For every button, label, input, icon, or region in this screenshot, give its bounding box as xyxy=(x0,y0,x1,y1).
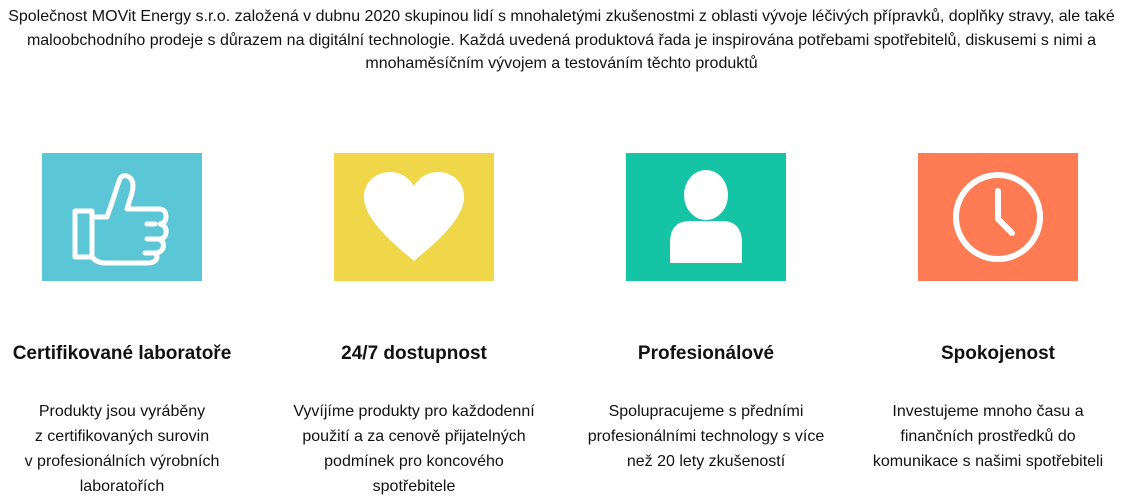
desc-line: Investujeme mnoho času a xyxy=(892,403,1084,420)
user-icon xyxy=(666,169,746,265)
feature-tile xyxy=(626,153,786,281)
desc-line: než 20 lety zkušeností xyxy=(626,453,786,470)
clock-icon xyxy=(950,169,1046,265)
desc-line: spotřebitele xyxy=(372,478,456,495)
intro-line: maloobchodního prodeje s důrazem na digitální technologie. Každá uvedená produktová řada je inspirována potřebami spotřebitelů, diskusemi s nimi a xyxy=(26,31,1097,49)
desc-line: z certifikovaných surovin xyxy=(34,428,210,445)
desc-line: v profesionálních výrobních xyxy=(24,453,220,470)
desc-line: profesionálními technology s více xyxy=(587,428,825,445)
feature-title: Certifikované laboratoře xyxy=(12,343,232,364)
desc-line: použití a za cenově přijatelných xyxy=(302,428,526,445)
feature-title: Spokojenost xyxy=(940,343,1055,364)
thumbs-up-icon xyxy=(67,167,177,267)
desc-line: Spolupracujeme s předními xyxy=(608,403,804,420)
desc-line: finančních prostředků do xyxy=(900,428,1076,445)
feature-title: 24/7 dostupnost xyxy=(341,343,487,364)
desc-line: laboratořích xyxy=(79,478,165,495)
desc-line: podmínek pro koncového xyxy=(324,453,504,470)
desc-line: Produkty jsou vyráběny xyxy=(38,403,206,420)
heart-icon xyxy=(362,171,466,263)
intro-line: Společnost MOVit Energy s.r.o. založená v dubnu 2020 skupinou lidí s mnohaletými zkušenostmi z oblasti vývoje léčivých přípravků, doplňky stravy, ale také xyxy=(8,8,1115,25)
feature-description xyxy=(566,399,846,474)
feature-tile xyxy=(918,153,1078,281)
feature-description xyxy=(0,399,252,499)
desc-line: Vyvíjíme produkty pro každodenní xyxy=(293,403,535,420)
intro-line: mnohaměsíčním vývojem a testováním těchto produktů xyxy=(365,55,758,72)
feature-tile xyxy=(42,153,202,281)
desc-line: komunikace s našimi spotřebiteli xyxy=(872,453,1104,470)
feature-title: Profesionálové xyxy=(637,343,775,364)
feature-tile xyxy=(334,153,494,281)
feature-description xyxy=(269,399,559,499)
intro-text xyxy=(0,5,1123,76)
feature-description xyxy=(858,399,1118,474)
